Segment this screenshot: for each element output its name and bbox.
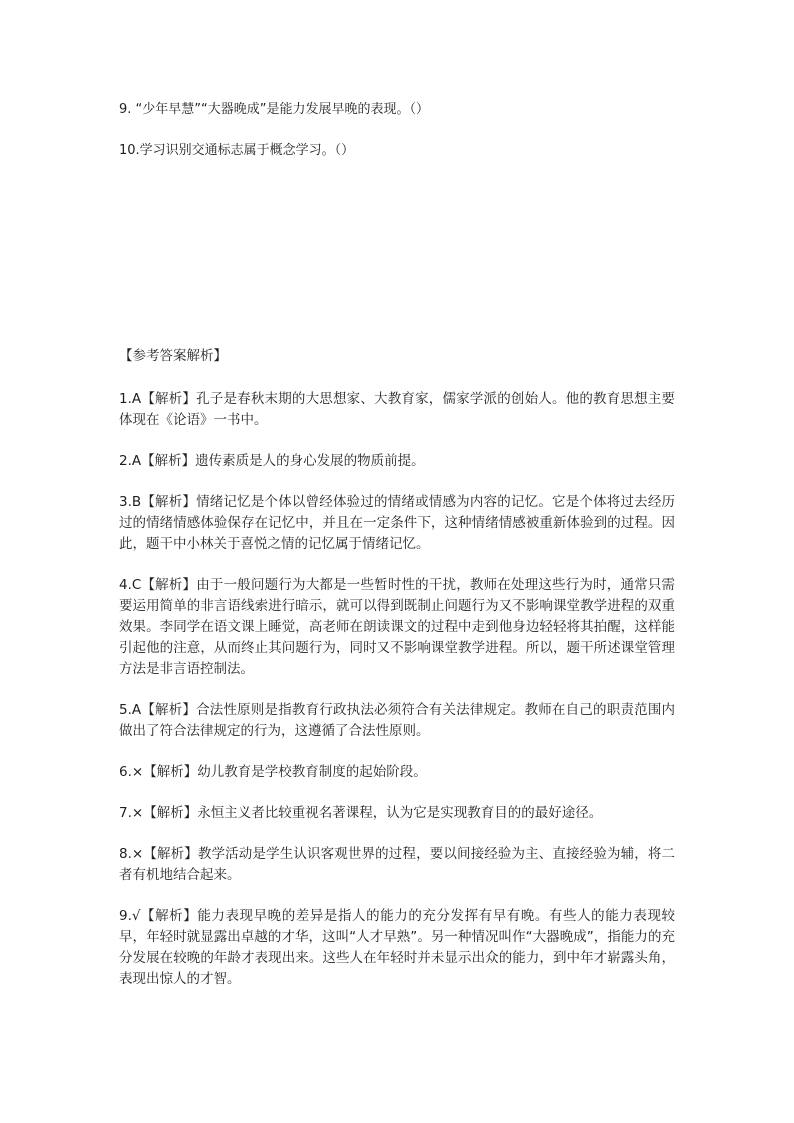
analysis-tag: 【解析】 — [143, 805, 198, 821]
answer-item-6 — [119, 762, 675, 783]
answer-item-8 — [119, 844, 675, 886]
answer-number: 3.B — [119, 494, 142, 510]
answer-section-heading: 【参考答案解析】 — [119, 348, 227, 364]
answer-number: 6.× — [119, 764, 144, 780]
answer-text: 孔子是春秋末期的大思想家、大教育家，儒家学派的创始人。他的教育思想主要体现在《论语》一书中。 — [119, 391, 676, 428]
answer-text: 教学活动是学生认识客观世界的过程，要以间接经验为主、直接经验为辅，将二者有机地结合起来。 — [119, 846, 676, 883]
answer-text: 遗传素质是人的身心发展的物质前提。 — [195, 453, 425, 469]
answer-number: 2.A — [119, 453, 142, 469]
question-10: 10.学习识别交通标志属于概念学习。（） — [119, 143, 355, 158]
answer-text: 情绪记忆是个体以曾经体验过的情绪或情感为内容的记忆。它是个体将过去经历过的情绪情感体验保存在记忆中，并且在一定条件下，这种情绪情感被重新体验到的过程。因此，题干中小林关于喜悦之情的记忆属于情绪记忆。 — [119, 494, 676, 552]
answer-item-9 — [119, 906, 675, 990]
answer-text: 永恒主义者比较重视名著课程，认为它是实现教育目的的最好途径。 — [197, 805, 603, 821]
analysis-tag: 【解析】 — [141, 494, 197, 510]
answer-number: 8.× — [119, 846, 144, 862]
answer-item-7 — [119, 803, 675, 824]
answer-text: 合法性原则是指教育行政执法必须符合有关法律规定。教师在自己的职责范围内做出了符合法律规定的行为，这遵循了合法性原则。 — [119, 702, 676, 739]
analysis-tag: 【解析】 — [141, 577, 197, 593]
answer-item-4 — [119, 575, 675, 680]
analysis-tag: 【解析】 — [140, 908, 198, 924]
question-9: 9. “少年早慧”“大器晚成”是能力发展早晚的表现。（） — [119, 102, 429, 117]
analysis-tag: 【解析】 — [141, 453, 196, 469]
analysis-tag: 【解析】 — [141, 702, 197, 718]
answer-number: 4.C — [119, 577, 142, 593]
answer-number: 9.√ — [119, 908, 141, 924]
answer-item-2 — [119, 451, 675, 472]
answer-item-1 — [119, 389, 675, 431]
analysis-tag: 【解析】 — [143, 846, 198, 862]
analysis-tag: 【解析】 — [143, 764, 198, 780]
answer-number: 7.× — [119, 805, 144, 821]
answer-text: 幼儿教育是学校教育制度的起始阶段。 — [197, 764, 427, 780]
answer-text: 能力表现早晚的差异是指人的能力的充分发挥有早有晚。有些人的能力表现较早，年轻时就显露出卓越的才华，这叫“人才早熟”。另一种情况叫作“大器晚成”，指能力的充分发展在较晚的年龄才表现出来。这些人在年轻时并未显示出众的能力，到中年才崭露头角，表现出惊人的才智。 — [119, 908, 676, 987]
answer-number: 1.A — [119, 391, 142, 407]
answer-item-5 — [119, 700, 675, 742]
answer-number: 5.A — [119, 702, 142, 718]
answer-text: 由于一般问题行为大都是一些暂时性的干扰，教师在处理这些行为时，通常只需要运用简单的非言语线索进行暗示，就可以得到既制止问题行为又不影响课堂教学进程的双重效果。李同学在语文课上睡觉，高老师在朗读课文的过程中走到他身边轻轻将其拍醒，这样能引起他的注意，从而终止其问题行为，同时又不影响课堂教学进程。所以，题干所述课堂管理方法是非言语控制法。 — [119, 577, 675, 677]
answer-list — [119, 389, 675, 1010]
analysis-tag: 【解析】 — [141, 391, 197, 407]
answer-item-3 — [119, 492, 675, 555]
